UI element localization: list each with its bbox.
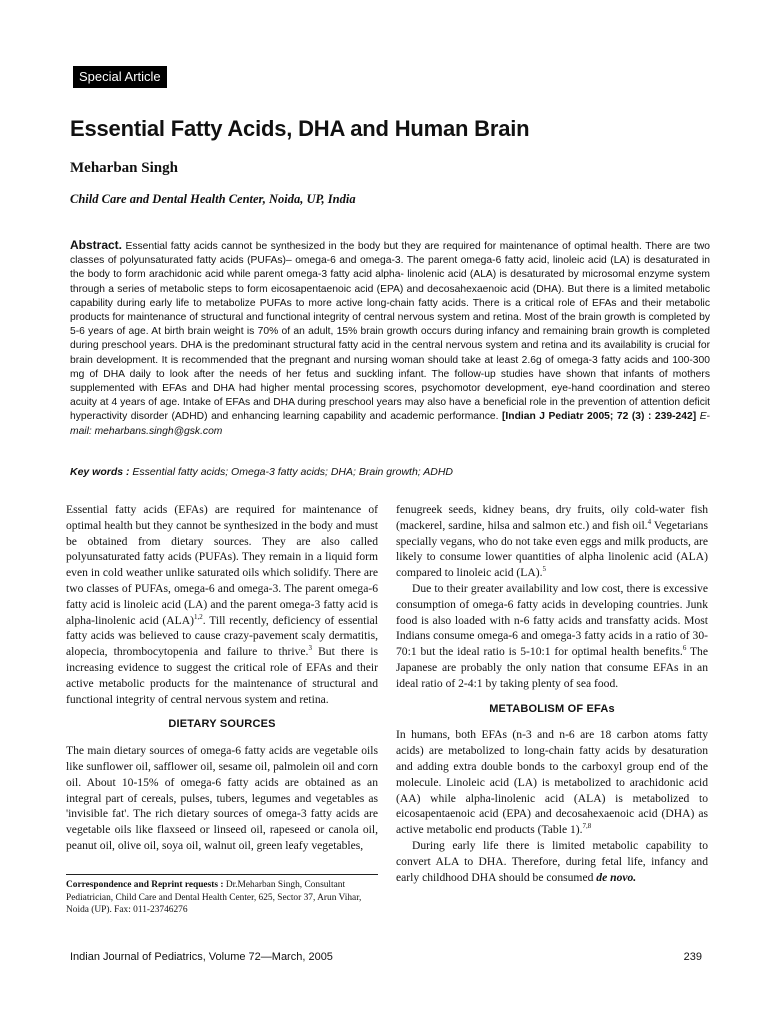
abstract-text: Essential fatty acids cannot be synthesized in the body but they are required for maintenance of optimal health. There are two classes of polyunsaturated fatty acids (PUFAs)– omega-6 and omega-3. The parent omega-6 fatty acid, linoleic acid (LA) is desaturated in the body to form arachidonic acid while parent omega-3 fatty acid alpha- linolenic acid (ALA) is desaturated by microsomal enzyme system through a series of metabolic steps to form eicosapentaenoic acid (EPA) and decosahexaenoic acid (DHA). But there is a limited metabolic capability during early life to metabolize PUFAs to more active long-chain fatty acids. There is a critical role of EFAs and their metabolic products for maintenance of structural and functional integrity of central nervous system and retina. Most of the brain growth is completed by 5-6 years of age. At birth brain weight is 70% of an adult, 15% brain growth occurs during infancy and remaining brain growth is completed during preschool years. DHA is the predominant structural fatty acid in the central nervous system and retina and its availability is crucial for brain development. It is recommended that the pregnant and nursing woman should take at least 2.6g of omega-3 fatty acids and 100-300 mg of DHA daily to look after the needs of her fetus and suckling infant. The follow-up studies have shown that infants of mothers supplemented with EFAs and DHA had higher mental processing scores, psychomotor development, eye-hand coordination and stereo acuity at 4 years of age. Intake of EFAs and DHA during preschool years may also have a beneficial role in the prevention of attention deficit hyperactivity disorder (ADHD) and enhancing learning capability and academic performance.: [70, 241, 710, 423]
article-type-badge: Special Article: [73, 66, 167, 88]
abstract-label: Abstract.: [70, 238, 123, 252]
sources-text-b: Vegetarians specially vegans, who do not take even eggs and milk products, are likely to consume lower quantities of alpha linolenic acid (ALA) compared to linoleic acid (LA).: [396, 518, 708, 580]
keywords-text: Essential fatty acids; Omega-3 fatty acids; DHA; Brain growth; ADHD: [129, 466, 453, 478]
citation-ref: 6: [682, 644, 687, 653]
consumption-text-b: The Japanese are probably the only nation that consume EFAs in an ideal ratio of 2-4:1 by taking plenty of sea food.: [396, 645, 708, 690]
early-life-paragraph: [396, 838, 708, 885]
consumption-paragraph: [396, 581, 708, 692]
intro-text-c: But there is increasing evidence to suggest the critical role of EFAs and their active metabolic products for the maintenance of structural and functional integrity of central nervous system and retina.: [66, 645, 378, 706]
consumption-text-a: Due to their greater availability and low cost, there is excessive consumption of omega-6 fatty acids in developing countries. Junk food is also loaded with n-6 fatty acids and transfatty acids. Most Indians consume omega-6 and omega-3 fatty acids in a ratio of 30-70:1 but the ideal ratio is 5-10:1 for optimal health benefits.: [396, 581, 708, 659]
article-title: Essential Fatty Acids, DHA and Human Brain: [70, 116, 530, 141]
correspondence-label: Correspondence and Reprint requests :: [66, 880, 224, 890]
metabolism-text: In humans, both EFAs (n-3 and n-6 are 18 carbon atoms fatty acids) are metabolized to long-chain fatty acids by desaturation and adding extra double bonds to the carboxyl group end of the molecule. Linoleic acid (LA) is metabolized to arachidonic acid (AA) while alpha-linolenic acid (ALA) is metabolized to eicosapentaenoic acid (EPA) and decosahexaenoic acid (DHA) as active metabolic end products (Table 1).: [396, 728, 708, 837]
intro-paragraph: [66, 502, 378, 707]
citation-ref: 4: [647, 517, 652, 526]
section-heading-metabolism: METABOLISM OF EFAs: [489, 702, 615, 715]
intro-text-b: . Till recently, deficiency of essential fatty acids was believed to cause crazy-pavement scaly dermatitis, alopecia, thrombocytopenia and failure to thrive.: [66, 613, 378, 659]
author-affiliation: Child Care and Dental Health Center, Noida, UP, India: [70, 192, 356, 206]
intro-text-a: Essential fatty acids (EFAs) are required for maintenance of optimal health but they cannot be synthesized in the body and must be obtained from dietary sources. They are also called polyunsaturated fatty acids (PUFAs). They remain in a liquid form even in cold weather unlike saturated oils which solidify. There are two classes of PUFAs, omega-6 and omega-3. The parent omega-6 fatty acid is linoleic acid (LA) and the parent omega-3 fatty acid is alpha-linolenic acid (ALA): [66, 503, 379, 627]
author-email: E-mail: meharbans.singh@gsk.com: [70, 411, 710, 437]
early-life-text: During early life there is limited metabolic capability to convert ALA to DHA. Therefore, during fetal life, infancy and early childhood DHA should be consumed: [396, 838, 708, 884]
de-novo-emphasis: de novo.: [596, 870, 637, 884]
citation-ref: 3: [308, 644, 312, 653]
citation-ref: 7,8: [582, 822, 592, 831]
section-heading-dietary-sources: DIETARY SOURCES: [168, 718, 276, 731]
keywords: [70, 466, 710, 478]
footnote-divider: [66, 874, 378, 875]
metabolism-paragraph: [396, 727, 708, 838]
page-number: 239: [683, 951, 702, 963]
left-column: [66, 502, 378, 854]
keywords-label: Key words :: [70, 466, 130, 478]
citation-ref: 5: [542, 565, 546, 574]
abstract: [70, 238, 710, 439]
sources-continued-paragraph: [396, 502, 708, 581]
right-column: [396, 502, 708, 885]
journal-footer: Indian Journal of Pediatrics, Volume 72—March, 2005: [70, 951, 333, 963]
sources-text-a: fenugreek seeds, kidney beans, dry fruits, oily cold-water fish (mackerel, sardine, hilsa and salmon etc.) and fish oil.: [396, 503, 708, 532]
citation-ref: 1,2: [193, 612, 203, 621]
correspondence-text: Dr.Meharban Singh, Consultant Pediatrician, Child Care and Dental Health Center, 625, Sector 37, Arun Vihar, Noida (UP). Fax: 011-23746276: [66, 880, 362, 916]
abstract-citation: [Indian J Pediatr 2005; 72 (3) : 239-242]: [502, 411, 697, 423]
dietary-sources-paragraph: The main dietary sources of omega-6 fatty acids are vegetable oils like sunflower oil, safflower oil, sesame oil, palmolein oil and corn oil. About 10-15% of omega-6 fatty acids are obtained as an integral part of cereals, pulses, tubers, legumes and vegetables as 'invisible fat'. The rich dietary sources of omega-3 fatty acids are vegetable oils like flaxseed or linseed oil, rapeseed or canola oil, peanut oil, olive oil, soya oil, walnut oil, green leafy vegetables,: [66, 744, 378, 852]
correspondence-note: [66, 879, 378, 917]
author-name: Meharban Singh: [70, 160, 178, 176]
